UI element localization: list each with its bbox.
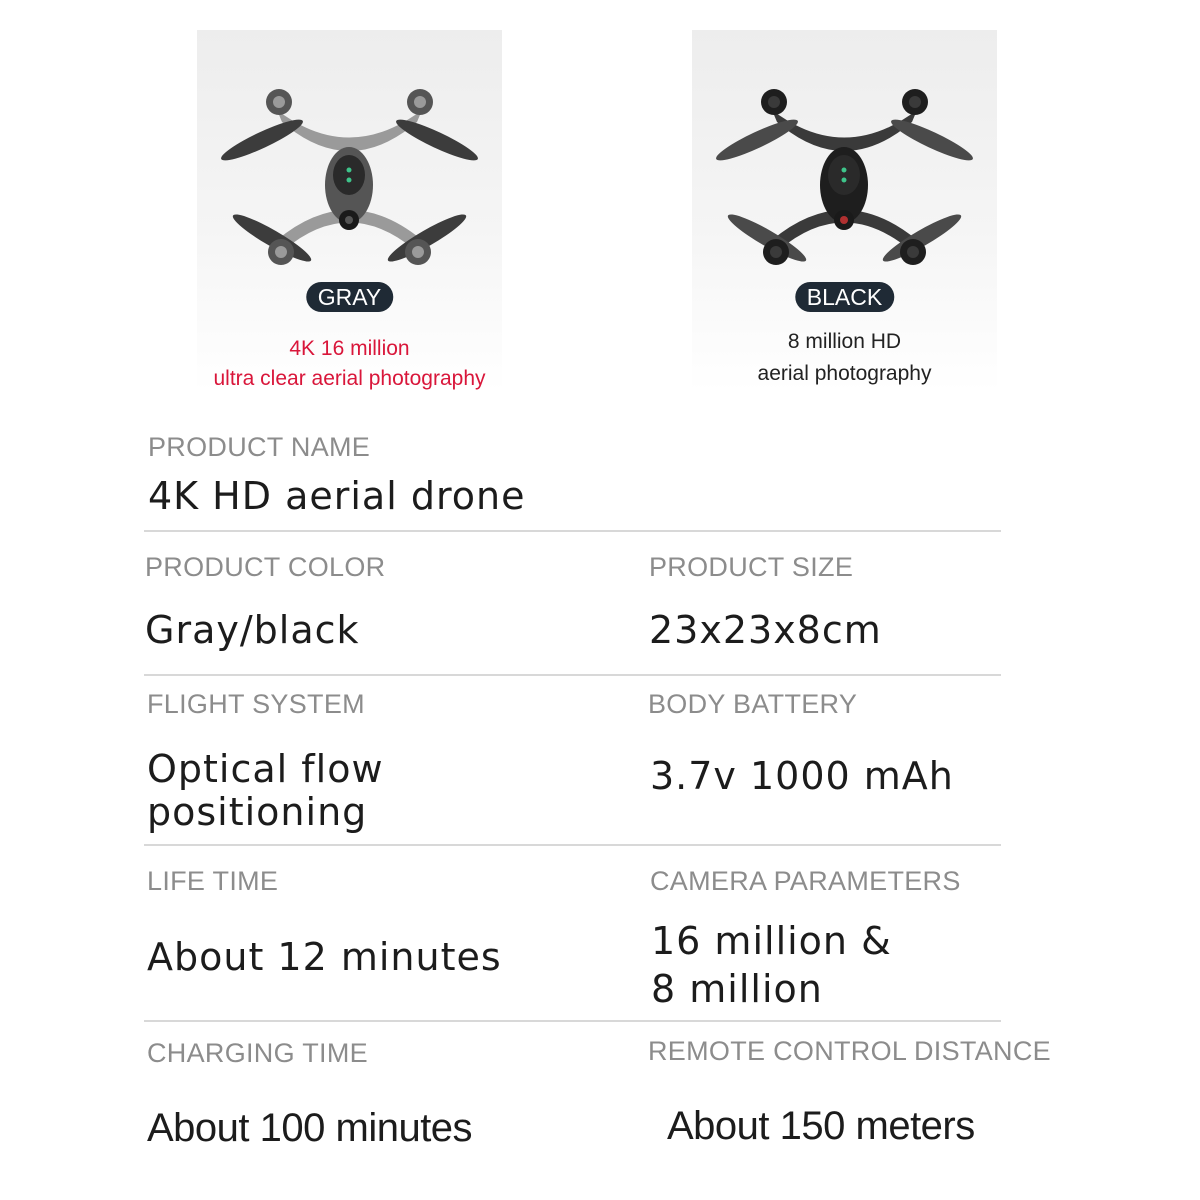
- divider: [144, 844, 1001, 846]
- camera-parameters-value-line2: 8 million: [651, 967, 823, 1011]
- flight-system-value-line2: positioning: [147, 790, 368, 834]
- product-name-label: PRODUCT NAME: [148, 432, 371, 462]
- caption-gray-line2: ultra clear aerial photography: [213, 367, 486, 390]
- caption-black-line2: aerial photography: [757, 362, 932, 385]
- flight-system-value-line1: Optical flow: [147, 747, 384, 791]
- variant-card-black: [692, 30, 997, 392]
- product-color-label: PRODUCT COLOR: [145, 552, 386, 582]
- charging-time-value: About 100 minutes: [147, 1106, 473, 1150]
- product-size-value: 23x23x8cm: [649, 608, 882, 652]
- divider: [144, 530, 1001, 532]
- remote-control-distance-label: REMOTE CONTROL DISTANCE: [648, 1036, 1051, 1066]
- product-name-value: 4K HD aerial drone: [148, 474, 526, 518]
- life-time-value: About 12 minutes: [147, 935, 502, 979]
- caption-gray-line1: 4K 16 million: [289, 337, 410, 360]
- divider: [144, 1020, 1001, 1022]
- remote-control-distance-value: About 150 meters: [667, 1104, 975, 1148]
- color-badge-gray: GRAY: [306, 282, 393, 312]
- color-badge-black: BLACK: [795, 282, 894, 312]
- product-size-label: PRODUCT SIZE: [649, 552, 854, 582]
- divider: [144, 674, 1001, 676]
- drone-gray-image: [217, 70, 482, 290]
- camera-parameters-value-line1: 16 million &: [651, 919, 892, 963]
- product-color-value: Gray/black: [145, 608, 360, 652]
- camera-parameters-label: CAMERA PARAMETERS: [650, 866, 961, 896]
- drone-black-image: [712, 70, 977, 290]
- charging-time-label: CHARGING TIME: [147, 1038, 368, 1068]
- flight-system-label: FLIGHT SYSTEM: [147, 689, 365, 719]
- life-time-label: LIFE TIME: [147, 866, 279, 896]
- variant-card-gray: [197, 30, 502, 392]
- caption-black-line1: 8 million HD: [787, 330, 902, 353]
- body-battery-value: 3.7v 1000 mAh: [650, 754, 954, 798]
- body-battery-label: BODY BATTERY: [648, 689, 858, 719]
